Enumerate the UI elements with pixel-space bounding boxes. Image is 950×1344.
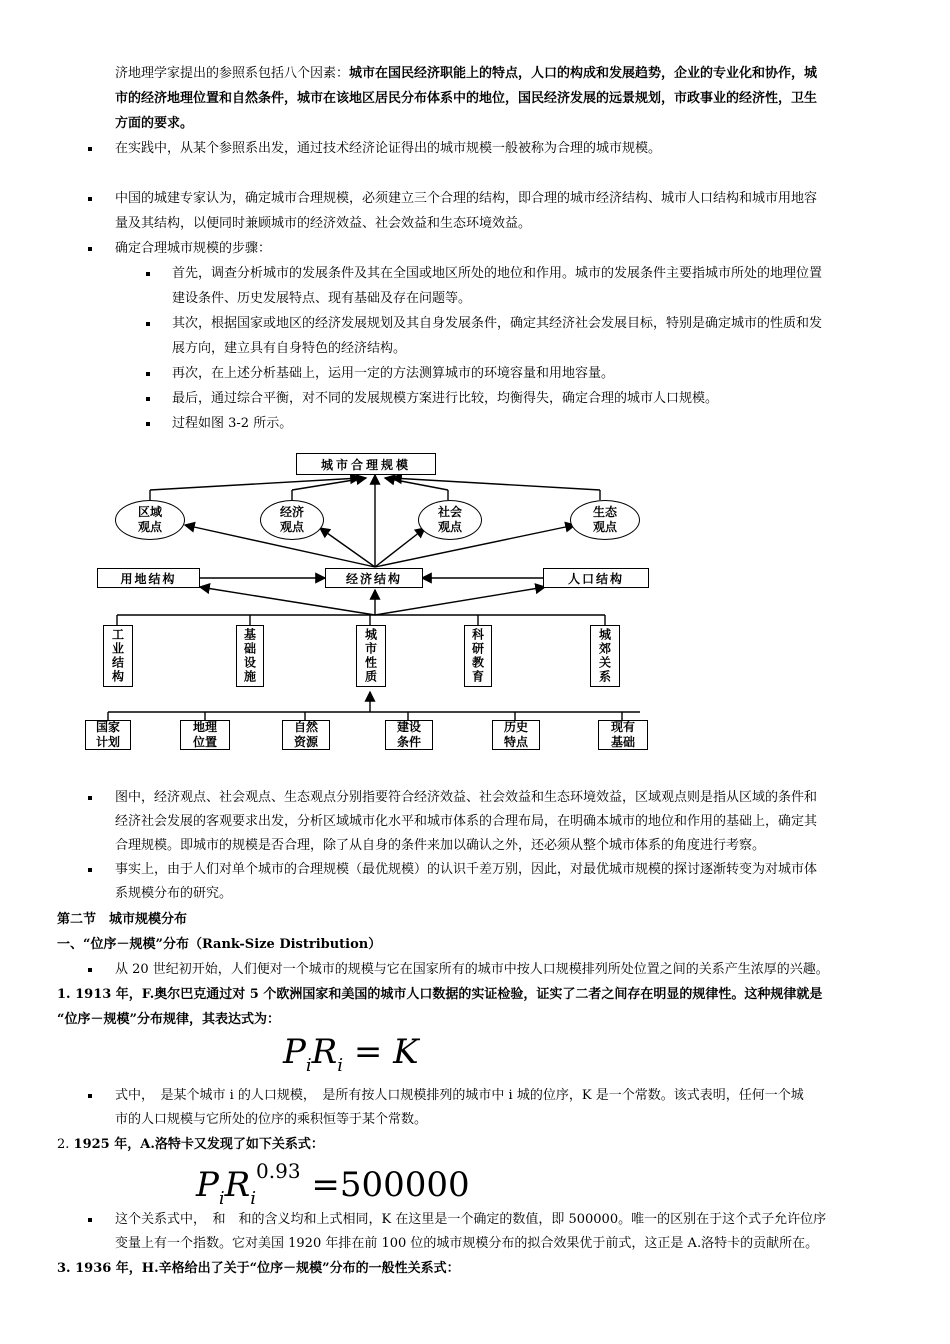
- bullet-icon: [88, 968, 92, 972]
- eq-symbol: R: [311, 1032, 338, 1072]
- diagram-view-ecological: [570, 500, 640, 540]
- section-heading: 第二节 城市规模分布: [57, 912, 188, 927]
- paragraph-line: 展方向，建立具有自身特色的经济结构。: [172, 341, 407, 356]
- paragraph-line: 图中，经济观点、社会观点、生态观点分别指要符合经济效益、社会效益和生态环境效益，区域观点则是指从区域的条件和: [115, 790, 818, 805]
- text: 济地理学家提出的参照系包括八个因素：: [115, 66, 350, 81]
- diagram-base-resources: [282, 720, 330, 750]
- paragraph-line: 其次，根据国家或地区的经济发展规划及其自身发展条件，确定其经济社会发展目标，特别是确定城市的性质和发: [172, 316, 823, 331]
- diagram-factor-city-nature: 城市性质: [356, 625, 386, 687]
- base-label: 国家计划: [95, 720, 120, 749]
- paragraph-line: 再次，在上述分析基础上，运用一定的方法测算城市的环境容量和用地容量。: [172, 366, 615, 381]
- view-label: 区域观点: [137, 505, 162, 534]
- diagram-base-existing: [598, 720, 648, 750]
- paragraph-line: 过程如图 3-2 所示。: [172, 416, 293, 431]
- paragraph-line: “位序－规模”分布规律，其表达式为：: [57, 1012, 280, 1027]
- eq-subscript: i: [305, 1055, 312, 1076]
- paragraph-line: 从 20 世纪初开始，人们便对一个城市的规模与它在国家所有的城市中按人口规模排列所处位置之间的关系产生浓厚的兴趣。: [115, 962, 829, 977]
- paragraph-line: 系规模分布的研究。: [115, 886, 233, 901]
- diagram-factor-industry: 工业结构: [103, 625, 133, 687]
- paragraph-line: [57, 1135, 324, 1155]
- paragraph-line: 式中， 是某个城市 i 的人口规模， 是所有按人口规模排列的城市中 i 城的位序，K 是一个常数。该式表明，任何一个城: [115, 1088, 804, 1103]
- equation-rank-size: [283, 1030, 419, 1080]
- paragraph-line: 在实践中，从某个参照系出发，通过技术经济论证得出的城市规模一般被称为合理的城市规模。: [115, 141, 662, 156]
- diagram-factor-suburban: 城郊关系: [590, 625, 620, 687]
- paragraph-line: 市的经济地理位置和自然条件，城市在该地区居民分布体系中的地位，国民经济发展的远景规划，市政事业的经济性，卫生: [115, 91, 818, 106]
- diagram-view-social: [418, 500, 482, 540]
- bullet-icon: [88, 1218, 92, 1222]
- diagram-view-regional: [115, 500, 185, 540]
- eq-symbol: P: [283, 1032, 306, 1072]
- paragraph-line: 1. 1913 年，F.奥尔巴克通过对 5 个欧洲国家和美国的城市人口数据的实证检验，证实了二者之间存在明显的规律性。这种规律就是: [57, 987, 823, 1002]
- base-label: 现有基础: [610, 720, 635, 749]
- eq-subscript: i: [250, 1188, 257, 1209]
- diagram-factor-infrastructure: 基础设施: [236, 625, 264, 687]
- text-bold: 1925 年，A.洛特卡又发现了如下关系式：: [73, 1137, 324, 1152]
- text: 2.: [57, 1137, 74, 1152]
- view-label: 生态观点: [592, 505, 617, 534]
- base-label: 地理位置: [192, 720, 217, 749]
- diagram-structure-population: 人口结构: [543, 568, 649, 588]
- diagram-base-history: [492, 720, 540, 750]
- bullet-icon: [88, 796, 92, 800]
- paragraph-line: 最后，通过综合平衡，对不同的发展规模方案进行比较，均衡得失，确定合理的城市人口规模。: [172, 391, 719, 406]
- paragraph-line: 市的人口规模与它所处的位序的乘积恒等于某个常数。: [115, 1112, 428, 1127]
- paragraph-line: 建设条件、历史发展特点、现有基础及存在问题等。: [172, 291, 472, 306]
- diagram-factor-research: 科研教育: [464, 625, 492, 687]
- equation-lotka: [196, 1159, 470, 1213]
- eq-subscript: i: [337, 1055, 344, 1076]
- eq-exponent: 0.93: [256, 1159, 301, 1183]
- eq-subscript: i: [218, 1188, 225, 1209]
- paragraph-line: 合理规模。即城市的规模是否合理，除了从自身的条件来加以确认之外，还必须从整个城市体系的角度进行考察。: [115, 838, 766, 853]
- paragraph-line: 经济社会发展的客观要求出发，分析区域城市化水平和城市体系的合理布局，在明确本城市的地位和作用的基础上，确定其: [115, 814, 818, 829]
- eq-rhs: = K: [353, 1032, 419, 1072]
- paragraph-line: 首先，调查分析城市的发展条件及其在全国或地区所处的地位和作用。城市的发展条件主要指城市所处的地理位置: [172, 266, 823, 281]
- text-bold: 城市在国民经济职能上的特点，人口的构成和发展趋势，企业的专业化和协作，城: [349, 66, 818, 81]
- eq-symbol: R: [224, 1165, 251, 1205]
- eq-symbol: P: [196, 1165, 219, 1205]
- eq-rhs: =500000: [311, 1165, 470, 1205]
- diagram-base-national-plan: [85, 720, 131, 750]
- paragraph-line: 这个关系式中， 和 和的含义均和上式相同，K 在这里是一个确定的数值，即 500000。唯一的区别在于这个式子允许位序: [115, 1212, 827, 1227]
- subsection-heading: 一、“位序－规模”分布（Rank-Size Distribution）: [57, 937, 382, 952]
- diagram-top-box: 城市合理规模: [296, 453, 436, 475]
- base-label: 自然资源: [293, 720, 318, 749]
- diagram-structure-land: 用地结构: [97, 568, 200, 588]
- view-label: 经济观点: [279, 505, 304, 534]
- paragraph-line: 方面的要求。: [115, 116, 194, 131]
- diagram-base-construction: [385, 720, 433, 750]
- bullet-icon: [88, 868, 92, 872]
- bullet-icon: [88, 1094, 92, 1098]
- paragraph-line: 事实上，由于人们对单个城市的合理规模（最优规模）的认识千差万别，因此，对最优城市规模的探讨逐渐转变为对城市体: [115, 862, 818, 877]
- diagram-view-economic: [260, 500, 324, 540]
- paragraph-line: 量及其结构，以便同时兼顾城市的经济效益、社会效益和生态环境效益。: [115, 216, 532, 231]
- diagram-base-location: [180, 720, 230, 750]
- base-label: 建设条件: [396, 720, 421, 749]
- paragraph-line: 3. 1936 年，H.辛格给出了关于“位序－规模”分布的一般性关系式：: [57, 1261, 460, 1276]
- paragraph-line: 变量上有一个指数。它对美国 1920 年排在前 100 位的城市规模分布的拟合效果优于前式，这正是 A.洛特卡的贡献所在。: [115, 1236, 819, 1251]
- paragraph-line: 中国的城建专家认为，确定城市合理规模，必须建立三个合理的结构，即合理的城市经济结构、城市人口结构和城市用地容: [115, 191, 818, 206]
- paragraph-line: 确定合理城市规模的步骤：: [115, 241, 272, 256]
- view-label: 社会观点: [437, 505, 462, 534]
- diagram-structure-economic: 经济结构: [325, 568, 423, 588]
- base-label: 历史特点: [503, 720, 528, 749]
